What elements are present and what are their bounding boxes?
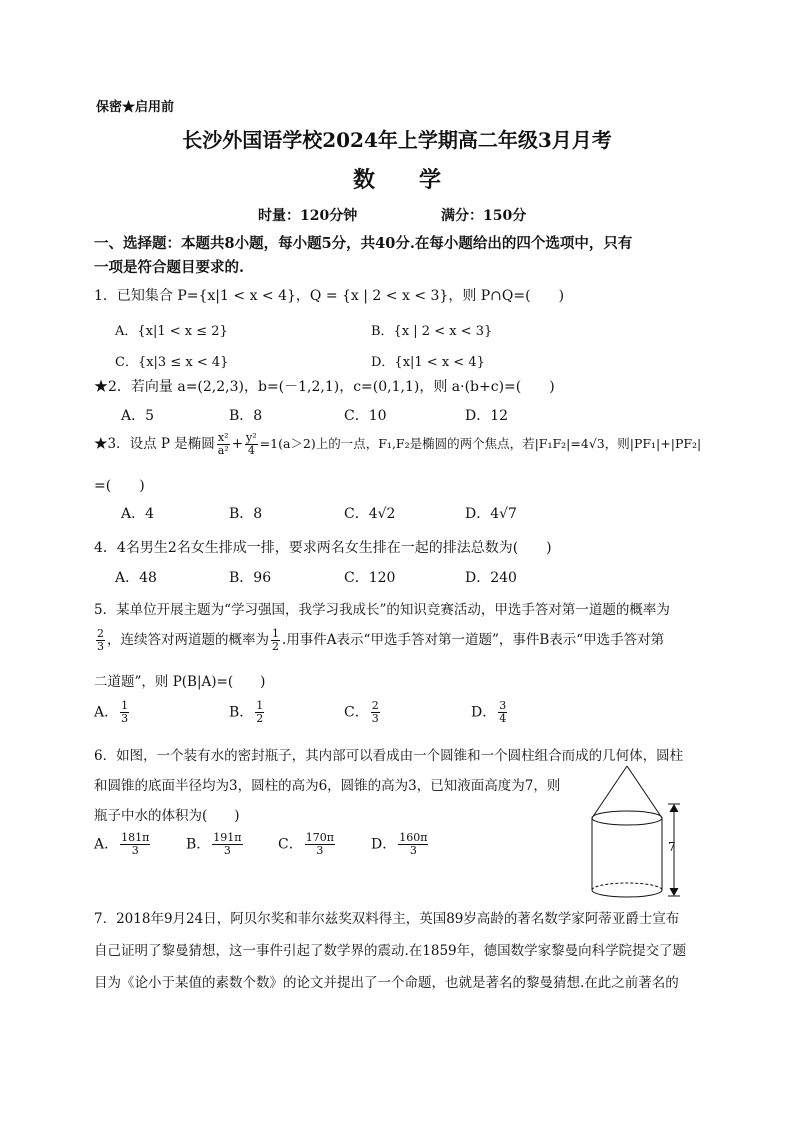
q5-option-b-den: 2	[256, 712, 264, 725]
q2-option-b: B．8	[229, 408, 263, 424]
q3-option-d: D．4√7	[465, 506, 517, 522]
cylinder-bottom-front	[592, 890, 662, 897]
q6-option-d-label: D．	[371, 836, 397, 853]
q6-line2: 和圆锥的底面半径均为3，圆柱的高为6，圆锥的高为3，已知液面高度为7，则	[94, 778, 561, 794]
q6-option-d-num: 160π	[399, 831, 428, 844]
q1-stem: 1．已知集合 P={x|1 < x < 4}，Q = {x | 2 < x < 3}，则 P∩Q=( )	[94, 288, 565, 304]
q3-option-b: B．8	[229, 506, 263, 522]
q5-option-b-num: 1	[256, 699, 264, 712]
q6-option-a-den: 3	[131, 844, 139, 857]
height-arrow-down	[670, 888, 678, 895]
q7-line2: 自己证明了黎曼猜想，这一事件引起了数学界的震动.在1859年，德国数学家黎曼向科学院提交了题	[94, 943, 687, 959]
section-heading-line2: 一项是符合题目要求的.	[94, 259, 245, 276]
q3-frac1-den: a²	[217, 444, 229, 457]
q6-option-b-num: 191π	[213, 831, 242, 844]
q5-option-d-num: 3	[499, 699, 507, 712]
q5-frac-a-den: 3	[97, 640, 104, 653]
q5-line2-mid: ，连续答对两道题的概率为	[107, 632, 269, 648]
height-label: 7	[668, 840, 676, 854]
q3-stem-line2: =( )	[94, 478, 145, 494]
bottle-figure	[584, 762, 694, 902]
q5-option-a	[94, 700, 131, 725]
q6-line3: 瓶子中水的体积为( )	[94, 808, 240, 824]
subject-title: 数 学	[352, 167, 441, 193]
cylinder-bottom-back	[592, 883, 662, 890]
q5-line3: 二道题”，则 P(B|A)=( )	[94, 674, 266, 690]
q3-fraction-x	[217, 432, 230, 457]
q7-line3: 目为《论小于某值的素数个数》的论文并提出了一个命题，也就是著名的黎曼猜想.在此之前著名的	[94, 975, 679, 991]
q5-fraction-a	[96, 628, 105, 653]
q5-option-b	[229, 700, 266, 725]
q6-option-a-num: 181π	[121, 831, 150, 844]
cone-left-edge	[592, 766, 627, 818]
score-info: 满分：150分	[441, 208, 527, 224]
q5-option-c	[344, 700, 382, 725]
cylinder-top-ellipse	[592, 811, 662, 825]
q6-option-c-num: 170π	[305, 831, 334, 844]
q6-option-b-label: B．	[186, 836, 211, 853]
q3-stem-suffix: =1(a＞2)上的一点，F₁,F₂是椭圆的两个焦点，若|F₁F₂|=4√3，则|PF₁|+|PF₂|	[259, 436, 702, 451]
q5-option-d-den: 4	[499, 712, 507, 725]
q5-line2-end: .用事件A表示“甲选手答对第一道题”，事件B表示“甲选手答对第	[282, 632, 665, 648]
q6-option-b	[186, 832, 245, 857]
q5-option-a-num: 1	[121, 699, 129, 712]
q4-option-c: C．120	[344, 570, 396, 586]
section-heading-line1: 一、选择题：本题共8小题，每小题5分，共40分.在每小题给出的四个选项中，只有	[94, 235, 633, 252]
q6-option-c-label: C．	[278, 836, 303, 853]
q5-option-a-den: 3	[121, 712, 129, 725]
time-info: 时量：120分钟	[258, 208, 358, 224]
q6-option-b-den: 3	[223, 844, 231, 857]
q5-line2	[94, 628, 664, 653]
q5-option-c-num: 2	[371, 699, 379, 712]
q5-option-a-label: A．	[94, 704, 119, 721]
cone-right-edge	[627, 766, 662, 818]
height-arrow-up	[670, 805, 678, 812]
q3-frac2-num: y²	[246, 431, 257, 444]
q4-option-d: D．240	[465, 570, 517, 586]
q5-fraction-b	[271, 628, 280, 653]
q6-option-d	[371, 832, 430, 857]
q6-option-c	[278, 832, 337, 857]
q5-frac-a-num: 2	[97, 627, 104, 640]
q1-option-b: B．{x | 2 < x < 3}	[371, 324, 493, 339]
q3-plus: +	[231, 436, 244, 452]
q5-option-d	[471, 700, 509, 725]
q3-frac2-den: 4	[247, 444, 255, 457]
q6-option-c-den: 3	[316, 844, 324, 857]
q4-option-b: B．96	[229, 570, 272, 586]
q1-option-d: D．{x|1 < x < 4}	[371, 355, 485, 370]
q3-stem-prefix: ★3．设点 P 是椭圆	[94, 436, 215, 452]
q5-option-d-label: D．	[471, 704, 497, 721]
q4-option-a: A．48	[115, 570, 157, 586]
confidential-label: 保密★启用前	[96, 100, 175, 115]
q5-option-c-den: 3	[371, 712, 379, 725]
q5-frac-b-num: 1	[272, 627, 279, 640]
exam-title: 长沙外国语学校2024年上学期高二年级3月月考	[182, 128, 612, 152]
q2-option-a: A．5	[121, 408, 155, 424]
q5-option-b-label: B．	[229, 704, 254, 721]
q5-option-c-label: C．	[344, 704, 369, 721]
q6-option-a	[94, 832, 152, 857]
q1-option-a: A．{x|1 < x ≤ 2}	[115, 324, 228, 339]
q6-line1: 6．如图，一个装有水的密封瓶子，其内部可以看成由一个圆锥和一个圆柱组合而成的几何体，圆柱	[94, 748, 684, 764]
q1-option-c: C．{x|3 ≤ x < 4}	[115, 355, 229, 370]
q6-option-d-den: 3	[409, 844, 417, 857]
q7-line1: 7．2018年9月24日，阿贝尔奖和菲尔兹奖双料得主，英国89岁高龄的著名数学家阿蒂亚爵士宣布	[94, 911, 680, 927]
q2-option-c: C．10	[344, 408, 387, 424]
q4-stem: 4．4名男生2名女生排成一排，要求两名女生排在一起的排法总数为( )	[94, 540, 552, 556]
q5-line1: 5．某单位开展主题为“学习强国，我学习我成长”的知识竞赛活动，甲选手答对第一道题的概率为	[94, 602, 670, 618]
q3-frac1-num: x²	[217, 431, 229, 444]
q2-stem: ★2．若向量 a=(2,2,3)，b=(－1,2,1)，c=(0,1,1)，则 a·(b+c)=( )	[94, 379, 555, 395]
q2-option-d: D．12	[465, 408, 509, 424]
q3-stem	[94, 432, 701, 457]
q3-option-c: C．4√2	[344, 506, 396, 522]
q5-frac-b-den: 2	[272, 640, 279, 653]
q6-option-a-label: A．	[94, 836, 119, 853]
q3-option-a: A．4	[121, 506, 155, 522]
q3-fraction-y	[245, 432, 258, 457]
